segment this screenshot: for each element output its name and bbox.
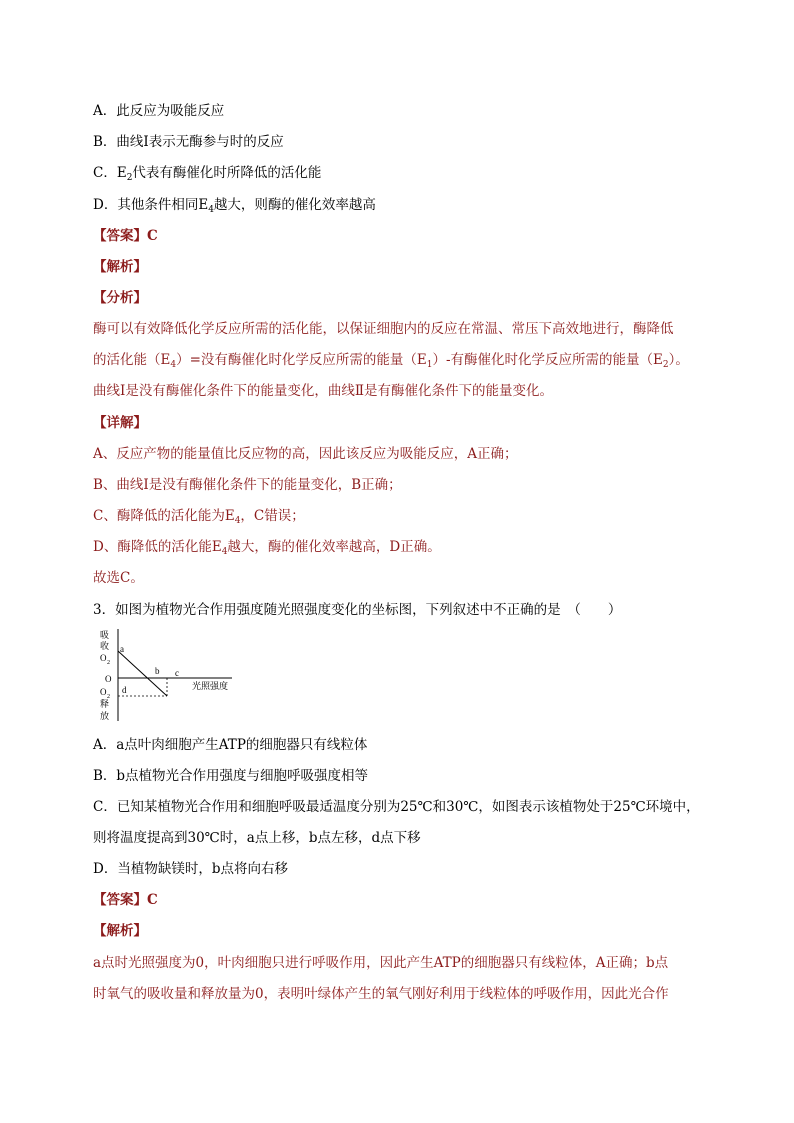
- graph-ylabel-bottom-1: O: [100, 687, 107, 697]
- q2-option-b: B．曲线Ⅰ表示无酶参与时的反应: [93, 134, 284, 150]
- q2-fenxi-heading: 【分析】: [93, 290, 147, 306]
- q3-jiexi-heading: 【解析】: [93, 923, 147, 939]
- q3-explain-line-1: a点时光照强度为0，叶肉细胞只进行呼吸作用，因此产生ATP的细胞器只有线粒体，A正确；b点: [93, 955, 669, 971]
- q2-detail-c: C、酶降低的活化能为$E_4$，C错误；: [93, 508, 305, 526]
- graph-ylabel-top-sub: 2: [107, 660, 110, 666]
- q2-detail-a: A、反应产物的能量值比反应物的高，因此该反应为吸能反应，A正确；: [93, 446, 518, 462]
- q2-xiangjie-heading: 【详解】: [93, 415, 147, 431]
- q3-option-c-line-1: C．已知某植物光合作用和细胞呼吸最适温度分别为25℃和30℃，如图表示该植物处于25℃环境中，: [93, 799, 700, 815]
- q2-analysis-line-2: 的活化能$(E_4)=$没有酶催化时化学反应所需的能量$(E_1)-$有酶催化时化学反应所需的能量$(E_2)$。: [93, 352, 689, 370]
- q2-detail-d: D、酶降低的活化能$E_4$越大，酶的催化效率越高，D正确。: [93, 539, 441, 557]
- q3-option-a: A．a点叶肉细胞产生ATP的细胞器只有线粒体: [93, 737, 368, 753]
- q3-graph: [98, 627, 248, 723]
- graph-xlabel: 光照强度: [192, 681, 229, 691]
- q2-choice: 故选C。: [93, 570, 144, 586]
- q3-explain-line-2: 时氧气的吸收量和释放量为0，表明叶绿体产生的氧气刚好利用于线粒体的呼吸作用，因此光合作: [93, 986, 669, 1002]
- q3-answer: 【答案】C: [93, 892, 158, 908]
- graph-ylabel-bottom-sub: 2: [107, 694, 110, 700]
- graph-point-c: c: [175, 668, 179, 678]
- q2-analysis-line-3: 曲线Ⅰ是没有酶催化条件下的能量变化，曲线Ⅱ是有酶催化条件下的能量变化。: [93, 383, 554, 399]
- graph-origin: O: [105, 674, 112, 684]
- q2-option-d: D．其他条件相同$E_4$越大，则酶的催化效率越高: [93, 197, 376, 215]
- q3-stem: 3．如图为植物光合作用强度随光照强度变化的坐标图，下列叙述中不正确的是 （ ）: [93, 602, 622, 618]
- q3-option-c-line-2: 则将温度提高到30℃时，a点上移，b点左移，d点下移: [93, 830, 421, 846]
- graph-ylabel-top-1: 吸: [100, 630, 110, 640]
- q2-answer: 【答案】C: [93, 228, 158, 244]
- graph-point-d: d: [122, 685, 127, 695]
- q2-analysis-line-1: 酶可以有效降低化学反应所需的活化能，以保证细胞内的反应在常温、常压下高效地进行，酶降低: [93, 321, 674, 337]
- q2-option-c: C．$E_2$代表有酶催化时所降低的活化能: [93, 165, 322, 183]
- q2-jiexi-heading: 【解析】: [93, 259, 147, 275]
- graph-ylabel-top-3: O: [100, 653, 107, 663]
- q3-option-d: D．当植物缺镁时，b点将向右移: [93, 861, 288, 877]
- graph-ylabel-bottom-3: 放: [100, 711, 110, 721]
- q2-option-a: A．此反应为吸能反应: [93, 103, 225, 119]
- graph-ylabel-bottom-2: 释: [100, 699, 110, 709]
- graph-point-b: b: [155, 666, 160, 676]
- graph-ylabel-top-2: 收: [100, 641, 110, 651]
- graph-point-a: a: [120, 644, 124, 654]
- q3-option-b: B．b点植物光合作用强度与细胞呼吸强度相等: [93, 768, 369, 784]
- q2-detail-b: B、曲线Ⅰ是没有酶催化条件下的能量变化，B正确；: [93, 477, 402, 493]
